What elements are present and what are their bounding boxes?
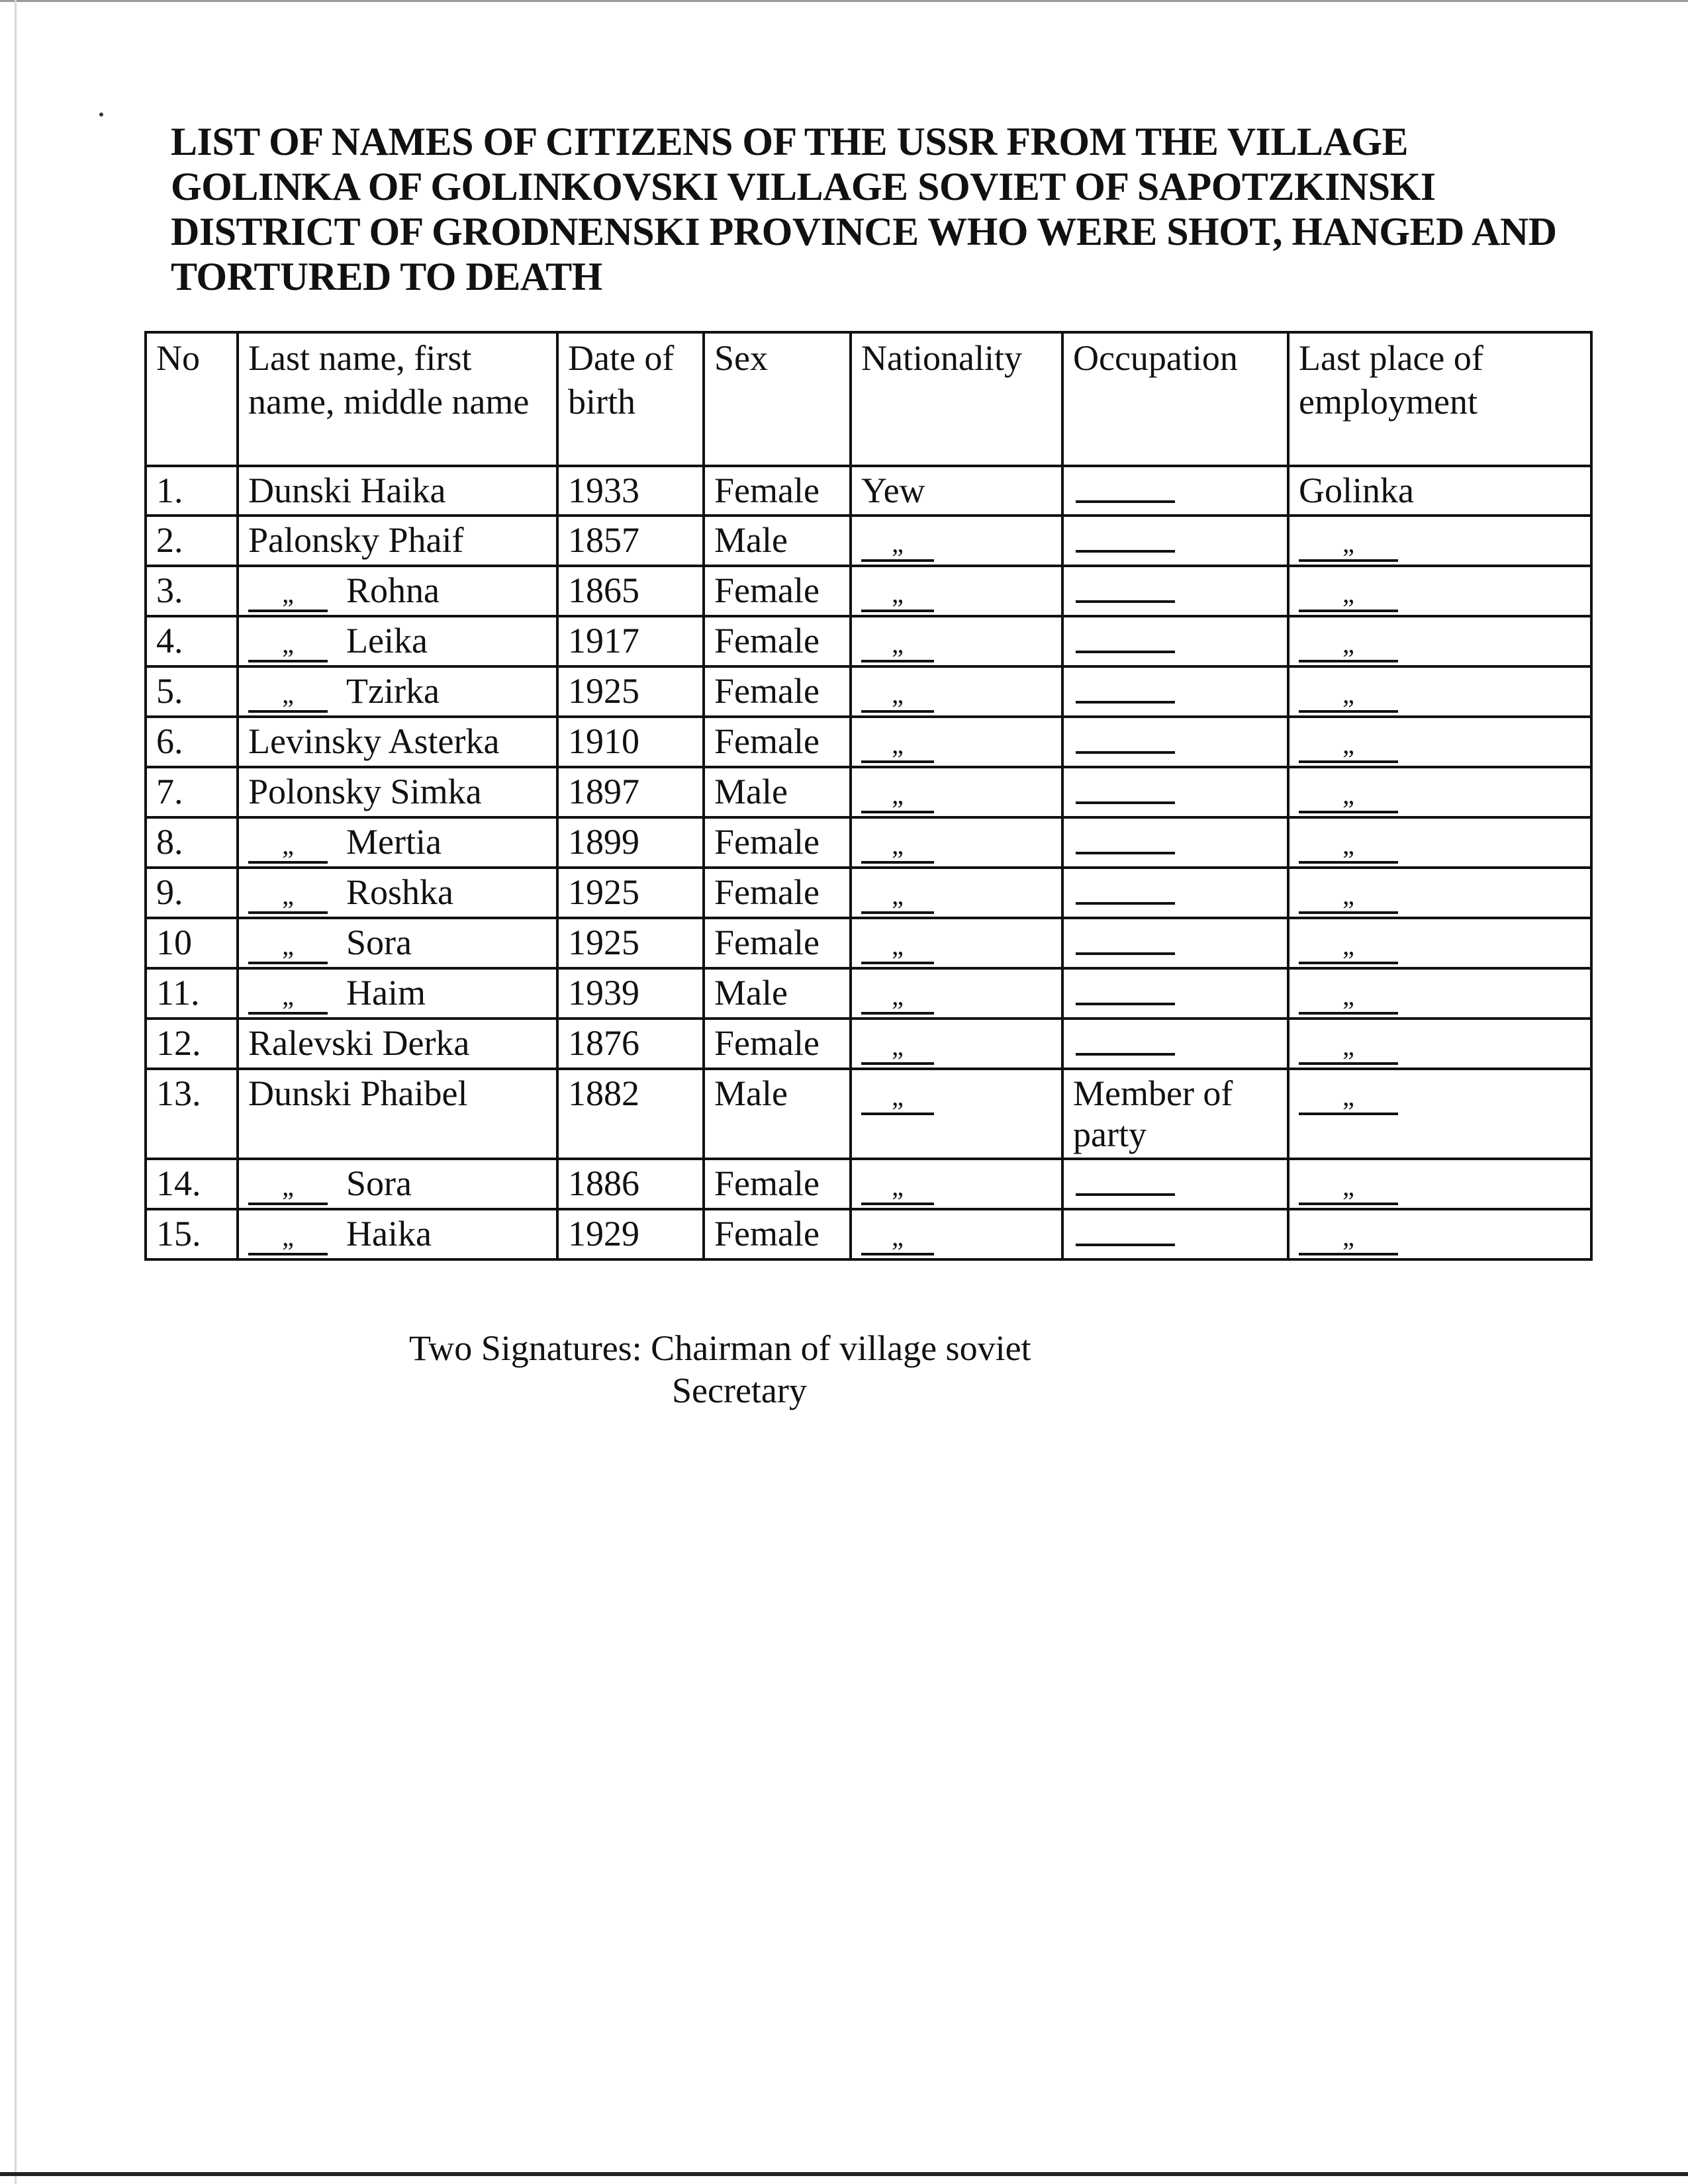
birth-year: 1899 — [568, 822, 639, 862]
cell-occupation — [1062, 1019, 1288, 1069]
row-number: 1. — [156, 471, 183, 510]
cell-workplace — [1288, 616, 1591, 666]
table-row — [146, 666, 1591, 717]
cell-no — [146, 868, 238, 918]
surname-ditto-mark: „ — [248, 578, 328, 612]
sex-value: Female — [714, 621, 820, 660]
occupation-blank-line — [1076, 821, 1175, 854]
header-sex: Sex — [704, 332, 851, 466]
cell-workplace — [1288, 666, 1591, 717]
sex-value: Male — [714, 1073, 788, 1113]
sex-value: Male — [714, 973, 788, 1013]
birth-year: 1882 — [568, 1073, 639, 1113]
surname-ditto-mark: „ — [248, 678, 328, 713]
nationality-value: „ — [861, 1171, 934, 1205]
cell-no — [146, 1069, 238, 1159]
table-row — [146, 1019, 1591, 1069]
victims-table — [144, 331, 1593, 1261]
occupation-blank-line — [1076, 470, 1175, 503]
row-number: 8. — [156, 822, 183, 862]
header-nationality: Nationality — [851, 332, 1062, 466]
sex-value: Female — [714, 872, 820, 912]
nationality-value: „ — [861, 1030, 934, 1065]
surname-ditto-mark: „ — [248, 980, 328, 1015]
workplace-value: „ — [1299, 1030, 1398, 1065]
row-number: 11. — [156, 973, 200, 1013]
cell-no — [146, 1019, 238, 1069]
cell-dob — [557, 616, 704, 666]
cell-sex — [704, 968, 851, 1019]
cell-dob — [557, 1159, 704, 1209]
workplace-value: „ — [1299, 829, 1398, 864]
birth-year: 1876 — [568, 1023, 639, 1063]
person-name: Dunski Haika — [248, 471, 446, 510]
cell-nationality — [851, 516, 1062, 566]
cell-sex — [704, 1069, 851, 1159]
cell-occupation — [1062, 1159, 1288, 1209]
cell-nationality — [851, 616, 1062, 666]
header-workplace: Last place of employment — [1288, 332, 1591, 466]
cell-nationality — [851, 1159, 1062, 1209]
occupation-blank-line — [1076, 771, 1175, 804]
table-row — [146, 1159, 1591, 1209]
workplace-value: „ — [1299, 1221, 1398, 1255]
birth-year: 1917 — [568, 621, 639, 660]
nationality-value: „ — [861, 829, 934, 864]
surname-ditto-mark: „ — [248, 628, 328, 662]
cell-name — [238, 767, 557, 817]
cell-dob — [557, 466, 704, 516]
table-row — [146, 1069, 1591, 1159]
cell-no — [146, 968, 238, 1019]
nationality-value: „ — [861, 880, 934, 914]
cell-sex — [704, 868, 851, 918]
sex-value: Female — [714, 1163, 820, 1203]
cell-sex — [704, 817, 851, 868]
header-occupation: Occupation — [1062, 332, 1288, 466]
cell-workplace — [1288, 968, 1591, 1019]
cell-dob — [557, 566, 704, 616]
birth-year: 1865 — [568, 570, 639, 610]
occupation-blank-line — [1076, 721, 1175, 754]
cell-no — [146, 466, 238, 516]
workplace-value: „ — [1299, 930, 1398, 964]
birth-year: 1857 — [568, 520, 639, 560]
cell-dob — [557, 516, 704, 566]
occupation-blank-line — [1076, 1023, 1175, 1056]
cell-occupation — [1062, 1069, 1288, 1159]
table-row — [146, 968, 1591, 1019]
cell-workplace — [1288, 817, 1591, 868]
cell-occupation — [1062, 466, 1288, 516]
cell-dob — [557, 817, 704, 868]
cell-workplace — [1288, 566, 1591, 616]
person-name: Tzirka — [346, 671, 440, 711]
birth-year: 1939 — [568, 973, 639, 1013]
cell-dob — [557, 717, 704, 767]
cell-no — [146, 717, 238, 767]
cell-workplace — [1288, 868, 1591, 918]
sex-value: Female — [714, 1023, 820, 1063]
cell-no — [146, 817, 238, 868]
row-number: 13. — [156, 1073, 201, 1113]
nationality-value: „ — [861, 578, 934, 612]
document-title — [171, 119, 1587, 299]
table-body — [146, 466, 1591, 1259]
cell-sex — [704, 466, 851, 516]
workplace-value: Golinka — [1299, 471, 1414, 510]
occupation-blank-line — [1076, 1163, 1175, 1196]
person-name: Haika — [346, 1214, 432, 1253]
cell-workplace — [1288, 466, 1591, 516]
cell-dob — [557, 1019, 704, 1069]
workplace-value: „ — [1299, 729, 1398, 763]
birth-year: 1929 — [568, 1214, 639, 1253]
cell-dob — [557, 1209, 704, 1259]
workplace-value: „ — [1299, 1081, 1398, 1115]
cell-occupation — [1062, 868, 1288, 918]
cell-sex — [704, 717, 851, 767]
sex-value: Male — [714, 520, 788, 560]
nationality-value: „ — [861, 980, 934, 1015]
sex-value: Female — [714, 923, 820, 962]
sex-value: Female — [714, 471, 820, 510]
birth-year: 1897 — [568, 772, 639, 811]
cell-occupation — [1062, 968, 1288, 1019]
cell-no — [146, 516, 238, 566]
person-name: Polonsky Simka — [248, 772, 482, 811]
table-row — [146, 516, 1591, 566]
row-number: 6. — [156, 721, 183, 761]
cell-workplace — [1288, 1159, 1591, 1209]
cell-nationality — [851, 666, 1062, 717]
scan-speck — [99, 113, 103, 116]
table-row — [146, 466, 1591, 516]
nationality-value: „ — [861, 1081, 934, 1115]
table-header-row — [146, 332, 1591, 466]
occupation-blank-line — [1076, 972, 1175, 1005]
person-name: Dunski Phaibel — [248, 1073, 468, 1113]
cell-no — [146, 1159, 238, 1209]
cell-nationality — [851, 1069, 1062, 1159]
header-name: Last name, first name, middle name — [238, 332, 557, 466]
cell-sex — [704, 566, 851, 616]
cell-occupation — [1062, 918, 1288, 968]
workplace-value: „ — [1299, 1171, 1398, 1205]
nationality-value: „ — [861, 1221, 934, 1255]
title-line-4: TORTURED TO DEATH — [171, 255, 602, 298]
cell-no — [146, 918, 238, 968]
cell-dob — [557, 968, 704, 1019]
birth-year: 1910 — [568, 721, 639, 761]
cell-workplace — [1288, 1069, 1591, 1159]
cell-dob — [557, 767, 704, 817]
row-number: 2. — [156, 520, 183, 560]
person-name: Sora — [346, 1163, 412, 1203]
table-row — [146, 566, 1591, 616]
table-row — [146, 616, 1591, 666]
nationality-value: „ — [861, 527, 934, 562]
row-number: 3. — [156, 570, 183, 610]
cell-dob — [557, 918, 704, 968]
title-line-1: LIST OF NAMES OF CITIZENS OF THE USSR FROM THE VILLAGE — [171, 120, 1409, 163]
cell-sex — [704, 516, 851, 566]
row-number: 7. — [156, 772, 183, 811]
cell-nationality — [851, 1209, 1062, 1259]
person-name: Ralevski Derka — [248, 1023, 470, 1063]
surname-ditto-mark: „ — [248, 829, 328, 864]
cell-no — [146, 666, 238, 717]
cell-workplace — [1288, 767, 1591, 817]
nationality-value: Yew — [861, 471, 925, 510]
header-no: No — [146, 332, 238, 466]
cell-nationality — [851, 466, 1062, 516]
occupation-blank-line — [1076, 1213, 1175, 1246]
surname-ditto-mark: „ — [248, 930, 328, 964]
surname-ditto-mark: „ — [248, 1221, 328, 1255]
workplace-value: „ — [1299, 628, 1398, 662]
cell-nationality — [851, 868, 1062, 918]
row-number: 10 — [156, 923, 192, 962]
person-name: Leika — [346, 621, 428, 660]
cell-sex — [704, 1209, 851, 1259]
cell-occupation — [1062, 767, 1288, 817]
person-name: Levinsky Asterka — [248, 721, 500, 761]
signature-block — [409, 1327, 1336, 1412]
workplace-value: „ — [1299, 880, 1398, 914]
cell-no — [146, 767, 238, 817]
cell-occupation — [1062, 1209, 1288, 1259]
header-dob: Date of birth — [557, 332, 704, 466]
cell-name — [238, 868, 557, 918]
row-number: 9. — [156, 872, 183, 912]
page-edge-top — [0, 0, 1688, 2]
cell-workplace — [1288, 717, 1591, 767]
cell-nationality — [851, 767, 1062, 817]
row-number: 15. — [156, 1214, 201, 1253]
sex-value: Male — [714, 772, 788, 811]
cell-workplace — [1288, 1209, 1591, 1259]
occupation-value: Member of party — [1073, 1073, 1233, 1154]
person-name: Roshka — [346, 872, 453, 912]
person-name: Rohna — [346, 570, 440, 610]
cell-sex — [704, 767, 851, 817]
cell-nationality — [851, 717, 1062, 767]
cell-name — [238, 968, 557, 1019]
cell-sex — [704, 918, 851, 968]
table-row — [146, 717, 1591, 767]
cell-nationality — [851, 918, 1062, 968]
cell-sex — [704, 666, 851, 717]
cell-name — [238, 918, 557, 968]
person-name: Mertia — [346, 822, 442, 862]
birth-year: 1925 — [568, 923, 639, 962]
cell-nationality — [851, 817, 1062, 868]
cell-occupation — [1062, 817, 1288, 868]
table-row — [146, 817, 1591, 868]
cell-occupation — [1062, 666, 1288, 717]
cell-name — [238, 717, 557, 767]
cell-occupation — [1062, 616, 1288, 666]
cell-nationality — [851, 1019, 1062, 1069]
sex-value: Female — [714, 671, 820, 711]
workplace-value: „ — [1299, 578, 1398, 612]
cell-no — [146, 616, 238, 666]
cell-sex — [704, 616, 851, 666]
table-row — [146, 767, 1591, 817]
birth-year: 1886 — [568, 1163, 639, 1203]
occupation-blank-line — [1076, 670, 1175, 704]
title-line-3: DISTRICT OF GRODNENSKI PROVINCE WHO WERE SHOT, HANGED AND — [171, 210, 1557, 253]
nationality-value: „ — [861, 930, 934, 964]
row-number: 12. — [156, 1023, 201, 1063]
signature-line-chairman: Two Signatures: Chairman of village soviet — [409, 1328, 1031, 1368]
surname-ditto-mark: „ — [248, 1171, 328, 1205]
cell-dob — [557, 666, 704, 717]
sex-value: Female — [714, 721, 820, 761]
birth-year: 1925 — [568, 872, 639, 912]
sex-value: Female — [714, 570, 820, 610]
cell-name — [238, 1019, 557, 1069]
person-name: Sora — [346, 923, 412, 962]
cell-name — [238, 566, 557, 616]
table-row — [146, 868, 1591, 918]
row-number: 5. — [156, 671, 183, 711]
cell-name — [238, 666, 557, 717]
sex-value: Female — [714, 822, 820, 862]
occupation-blank-line — [1076, 922, 1175, 955]
person-name: Haim — [346, 973, 426, 1013]
signature-line-secretary: Secretary — [672, 1371, 807, 1410]
cell-workplace — [1288, 918, 1591, 968]
cell-occupation — [1062, 717, 1288, 767]
cell-workplace — [1288, 1019, 1591, 1069]
sex-value: Female — [714, 1214, 820, 1253]
cell-dob — [557, 868, 704, 918]
nationality-value: „ — [861, 729, 934, 763]
cell-no — [146, 1209, 238, 1259]
cell-no — [146, 566, 238, 616]
workplace-value: „ — [1299, 678, 1398, 713]
cell-name — [238, 1069, 557, 1159]
birth-year: 1933 — [568, 471, 639, 510]
title-line-2: GOLINKA OF GOLINKOVSKI VILLAGE SOVIET OF SAPOTZKINSKI — [171, 165, 1436, 208]
cell-name — [238, 466, 557, 516]
table-row — [146, 1209, 1591, 1259]
cell-occupation — [1062, 566, 1288, 616]
cell-name — [238, 516, 557, 566]
birth-year: 1925 — [568, 671, 639, 711]
cell-name — [238, 817, 557, 868]
cell-dob — [557, 1069, 704, 1159]
person-name: Palonsky Phaif — [248, 520, 464, 560]
cell-name — [238, 616, 557, 666]
occupation-blank-line — [1076, 872, 1175, 905]
cell-name — [238, 1159, 557, 1209]
workplace-value: „ — [1299, 779, 1398, 813]
cell-workplace — [1288, 516, 1591, 566]
nationality-value: „ — [861, 779, 934, 813]
workplace-value: „ — [1299, 980, 1398, 1015]
page-edge-bottom — [0, 2172, 1688, 2176]
table-row — [146, 918, 1591, 968]
row-number: 4. — [156, 621, 183, 660]
occupation-blank-line — [1076, 520, 1175, 553]
nationality-value: „ — [861, 678, 934, 713]
cell-nationality — [851, 968, 1062, 1019]
cell-sex — [704, 1159, 851, 1209]
surname-ditto-mark: „ — [248, 880, 328, 914]
row-number: 14. — [156, 1163, 201, 1203]
cell-sex — [704, 1019, 851, 1069]
cell-occupation — [1062, 516, 1288, 566]
cell-name — [238, 1209, 557, 1259]
cell-nationality — [851, 566, 1062, 616]
page-edge-left — [15, 0, 17, 2184]
occupation-blank-line — [1076, 620, 1175, 653]
occupation-blank-line — [1076, 570, 1175, 603]
nationality-value: „ — [861, 628, 934, 662]
workplace-value: „ — [1299, 527, 1398, 562]
